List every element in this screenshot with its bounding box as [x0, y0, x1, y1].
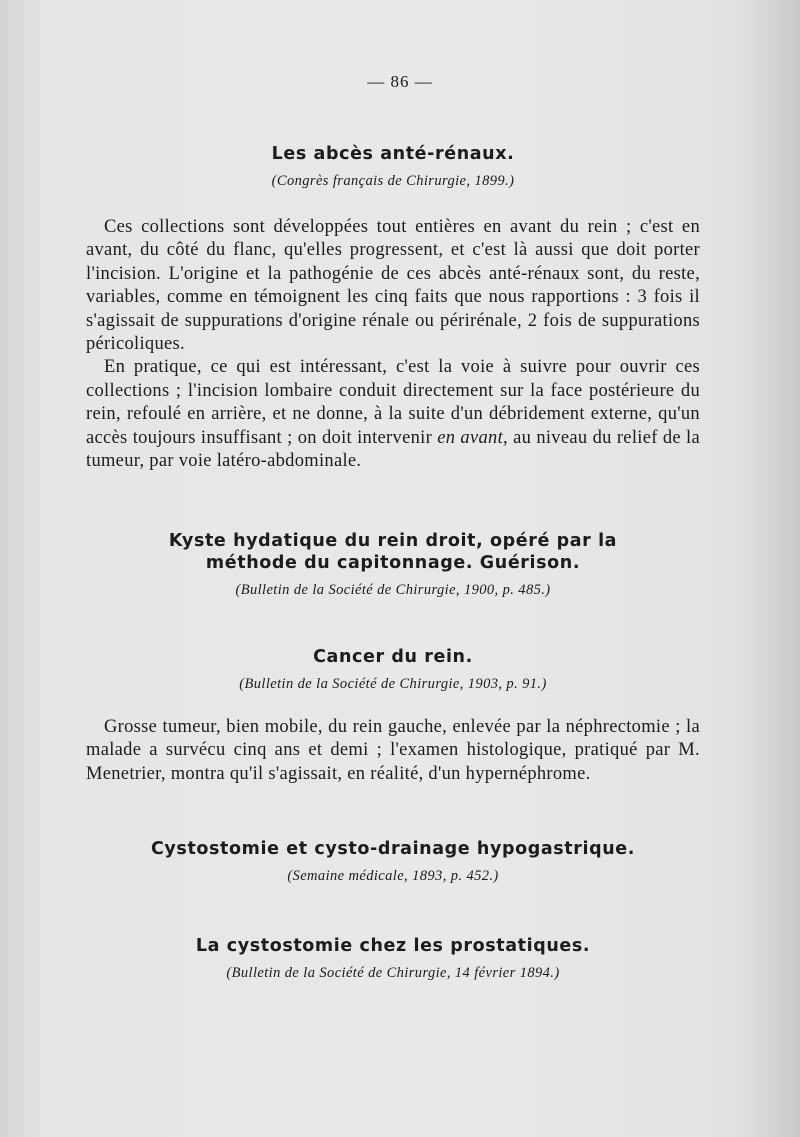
paragraph: Ces collections sont développées tout entières en avant du rein ; c'est en avant, du côté du flanc, qu'elles progressent, et c'est là aussi que doit porter l'incision. L'origine et la pathogénie de ces abcès anté-rénaux sont, du reste, variables, comme en témoignent les cinq faits que nous rapportions : 3 fois il s'agissait de suppurations d'origine rénale ou périrénale, 2 fois de suppurations péricoliques. [86, 217, 700, 355]
section-kyste-hydatique [86, 530, 700, 600]
paragraph-text: En pratique, ce qui est intéressant, c'est la voie à suivre pour ouvrir ces collections ; l'incision lombaire conduit directement sur la face postérieure du rein, refoulé en arrière, et ne donne, à la suite d'un débridement externe, qu'un accès toujours insuffisant ; on doit intervenir [86, 357, 700, 448]
emphasis-text: en avant [437, 427, 504, 448]
section-body [86, 216, 700, 473]
page-number: — 86 — [367, 72, 433, 91]
paragraph-text: , au niveau du relief de la tumeur, par voie latéro-abdominale. [86, 427, 700, 472]
section-citation: (Congrès français de Chirurgie, 1899.) [271, 173, 515, 189]
section-heading: Cancer du rein. [313, 647, 473, 667]
section-cystostomie [86, 838, 700, 886]
section-cystostomie-prostatiques [86, 935, 700, 983]
section-heading: Kyste hydatique du rein droit, opéré par la méthode du capitonnage. Guérison. [168, 531, 618, 573]
section-citation: (Bulletin de la Société de Chirurgie, 14 février 1894.) [226, 965, 560, 981]
section-body [86, 716, 700, 786]
section-abces-ante-renaux [86, 143, 700, 191]
section-cancer-du-rein [86, 646, 700, 694]
paragraph: Grosse tumeur, bien mobile, du rein gauche, enlevée par la néphrectomie ; la malade a survécu cinq ans et demi ; l'examen histologique, pratiqué par M. Menetrier, montra qu'il s'agissait, en réalité, d'un hypernéphrome. [86, 717, 700, 784]
section-heading: Cystostomie et cysto-drainage hypogastrique. [150, 839, 635, 859]
paragraph [86, 356, 700, 473]
section-citation: (Bulletin de la Société de Chirurgie, 1903, p. 91.) [239, 676, 547, 692]
section-citation: (Semaine médicale, 1893, p. 452.) [287, 868, 499, 884]
section-heading: La cystostomie chez les prostatiques. [195, 936, 591, 956]
section-citation: (Bulletin de la Société de Chirurgie, 1900, p. 485.) [235, 582, 551, 598]
section-heading: Les abcès anté-rénaux. [271, 144, 515, 164]
